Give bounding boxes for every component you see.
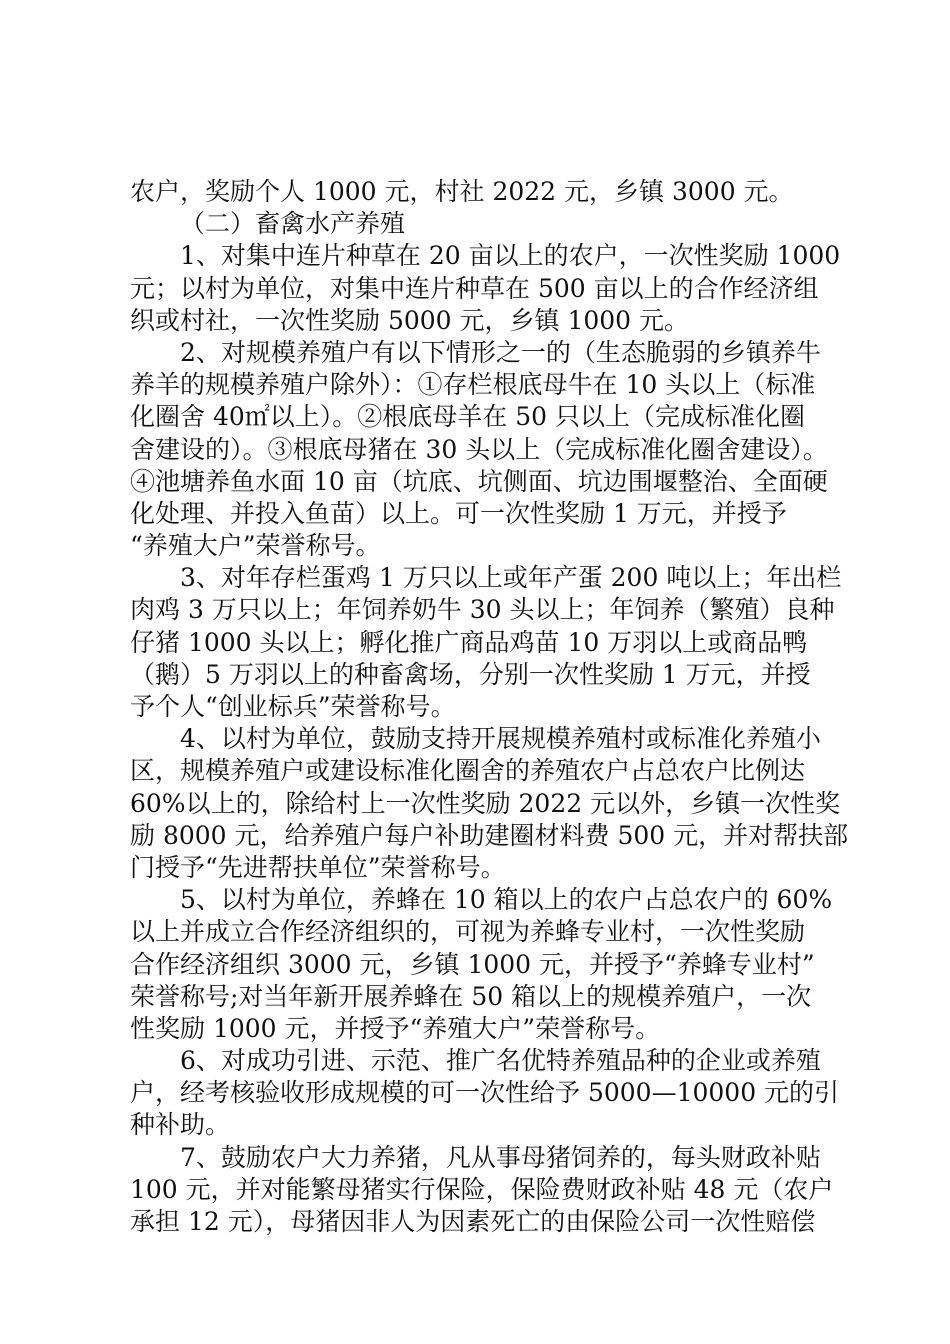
- text-line: 4、以村为单位，鼓励支持开展规模养殖村或标准化养殖小: [180, 724, 821, 754]
- document-body: [130, 176, 849, 1238]
- text-line: 化处理、并投入鱼苗）以上。可一次性奖励 1 万元，并授予: [130, 498, 787, 528]
- text-line: 合作经济组织 3000 元，乡镇 1000 元，并授予“养蜂专业村”: [130, 949, 815, 979]
- text-line: 6、对成功引进、示范、推广名优特养殖品种的企业或养殖: [180, 1046, 821, 1076]
- text-line: 舍建设的）。③根底母猪在 30 头以上（完成标准化圈舍建设）。: [130, 434, 828, 464]
- text-line: 门授予“先进帮扶单位”荣誉称号。: [130, 852, 506, 882]
- text-line: 予个人“创业标兵”荣誉称号。: [130, 692, 456, 721]
- text-line: 励 8000 元，给养殖户每户补助建圈材料费 500 元，并对帮扶部: [130, 820, 849, 850]
- text-line: 60%以上的，除给村上一次性奖励 2022 元以外，乡镇一次性奖: [130, 788, 841, 818]
- text-line: 农户，奖励个人 1000 元，村社 2022 元，乡镇 3000 元。: [130, 177, 794, 206]
- text-line: 元；以村为单位，对集中连片种草在 500 亩以上的合作经济组: [130, 273, 819, 303]
- text-line: 3、对年存栏蛋鸡 1 万只以上或年产蛋 200 吨以上；年出栏: [180, 563, 842, 593]
- text-line: 荣誉称号;对当年新开展养蜂在 50 箱以上的规模养殖户，一次: [130, 981, 812, 1011]
- text-line: 化圈舍 40㎡以上）。②根底母羊在 50 只以上（完成标准化圈: [130, 402, 805, 432]
- text-line: 2、对规模养殖户有以下情形之一的（生态脆弱的乡镇养牛: [180, 337, 821, 367]
- text-line: 承担 12 元），母猪因非人为因素死亡的由保险公司一次性赔偿: [130, 1207, 816, 1236]
- text-line: 肉鸡 3 万只以上；年饲养奶牛 30 头以上；年饲养（繁殖）良种: [130, 595, 835, 625]
- text-line: 5、以村为单位，养蜂在 10 箱以上的农户占总农户的 60%: [180, 885, 833, 915]
- text-line: “养殖大户”荣誉称号。: [130, 531, 381, 561]
- text-line: 区，规模养殖户或建设标准化圈舍的养殖农户占总农户比例达: [130, 756, 806, 786]
- text-line: 户，经考核验收形成规模的可一次性给予 5000—10000 元的引: [130, 1078, 840, 1108]
- text-line: 性奖励 1000 元，并授予“养殖大户”荣誉称号。: [130, 1013, 661, 1043]
- text-line: ④池塘养鱼水面 10 亩（坑底、坑侧面、坑边围堰整治、全面硬: [130, 466, 828, 496]
- text-line: 织或村社，一次性奖励 5000 元，乡镇 1000 元。: [130, 305, 690, 335]
- text-line: （鹅）5 万羽以上的种畜禽场，分别一次性奖励 1 万元，并授: [130, 659, 811, 689]
- text-line: 1、对集中连片种草在 20 亩以上的农户，一次性奖励 1000: [180, 241, 841, 271]
- text-line: 以上并成立合作经济组织的，可视为养蜂专业村，一次性奖励: [130, 917, 806, 947]
- text-line: 仔猪 1000 头以上；孵化推广商品鸡苗 10 万羽以上或商品鸭: [130, 627, 808, 657]
- section-heading: （二）畜禽水产养殖: [180, 209, 406, 239]
- text-line: 100 元，并对能繁母猪实行保险，保险费财政补贴 48 元（农户: [130, 1174, 834, 1204]
- text-line: 7、鼓励农户大力养猪，凡从事母猪饲养的，每头财政补贴: [180, 1142, 821, 1172]
- text-line: 养羊的规模养殖户除外）：①存栏根底母牛在 10 头以上（标准: [130, 370, 816, 400]
- text-line: 种补助。: [130, 1110, 231, 1140]
